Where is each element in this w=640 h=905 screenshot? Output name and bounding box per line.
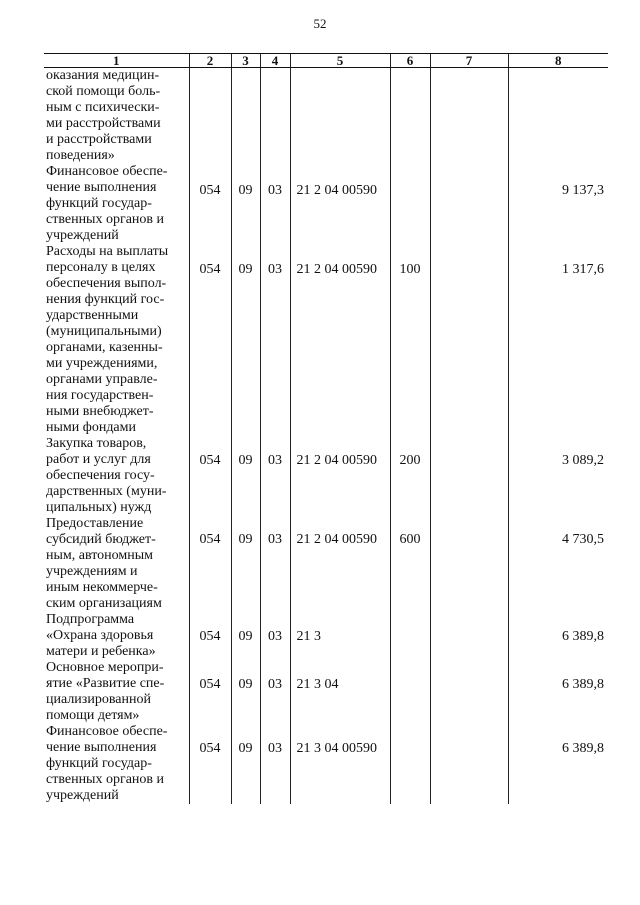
cell-c2: 054 [189, 164, 231, 244]
cell-c2: 054 [189, 660, 231, 724]
cell-c5: 21 3 [290, 612, 390, 660]
cell-c7 [430, 68, 508, 165]
cell-c2: 054 [189, 516, 231, 612]
cell-c5: 21 3 04 [290, 660, 390, 724]
row-name-line: иным некоммерче- [46, 580, 158, 595]
page-number: 52 [313, 16, 327, 31]
table-row [44, 724, 608, 804]
row-name-line: нения функций гос- [46, 292, 165, 307]
row-name-line: ственных органов и [46, 772, 165, 787]
row-name-cell [44, 164, 189, 244]
cell-c3: 09 [231, 660, 260, 724]
cell-c3: 09 [231, 436, 260, 516]
row-name-line: органами, казенны- [46, 340, 163, 355]
row-name-line: Финансовое обеспе- [46, 724, 168, 739]
row-name-line: ципальных) нужд [46, 500, 152, 515]
row-name-line: учреждений [46, 228, 119, 243]
row-name-cell [44, 724, 189, 804]
row-name-line: дарственных (муни- [46, 484, 167, 499]
header-col-8: 8 [508, 54, 608, 68]
cell-c7 [430, 436, 508, 516]
row-name-cell [44, 244, 189, 436]
row-name-line: «Охрана здоровья [46, 628, 154, 643]
cell-c4: 03 [260, 660, 290, 724]
row-name-cell [44, 68, 189, 165]
cell-c4: 03 [260, 612, 290, 660]
row-name-line: обеспечения выпол- [46, 276, 167, 291]
row-name-line: ятие «Развитие спе- [46, 676, 165, 691]
row-name-line: ударственными [46, 308, 139, 323]
cell-c2 [189, 68, 231, 165]
cell-c6 [390, 68, 430, 165]
cell-c3: 09 [231, 244, 260, 436]
cell-c2: 054 [189, 612, 231, 660]
header-col-5: 5 [290, 54, 390, 68]
cell-c3: 09 [231, 516, 260, 612]
table-row [44, 612, 608, 660]
cell-c3: 09 [231, 724, 260, 804]
row-name-line: Расходы на выплаты [46, 244, 169, 259]
cell-c7 [430, 164, 508, 244]
row-name-line: чение выполнения [46, 180, 157, 195]
cell-c7 [430, 660, 508, 724]
cell-c8: 6 389,8 [508, 612, 608, 660]
row-name-cell [44, 612, 189, 660]
row-name-line: помощи детям» [46, 708, 140, 723]
header-col-2: 2 [189, 54, 231, 68]
header-col-3: 3 [231, 54, 260, 68]
table-row [44, 436, 608, 516]
cell-c6: 600 [390, 516, 430, 612]
cell-c3: 09 [231, 164, 260, 244]
table-row [44, 68, 608, 165]
cell-c4: 03 [260, 724, 290, 804]
cell-c4 [260, 68, 290, 165]
row-name-cell [44, 516, 189, 612]
cell-c8: 4 730,5 [508, 516, 608, 612]
cell-c6: 100 [390, 244, 430, 436]
cell-c6 [390, 164, 430, 244]
row-name-line: функций государ- [46, 196, 152, 211]
row-name-line: персоналу в целях [46, 260, 156, 275]
cell-c5: 21 2 04 00590 [290, 436, 390, 516]
row-name-line: (муниципальными) [46, 324, 162, 339]
cell-c6: 200 [390, 436, 430, 516]
cell-c5: 21 2 04 00590 [290, 244, 390, 436]
cell-c3 [231, 68, 260, 165]
cell-c6 [390, 724, 430, 804]
cell-c5 [290, 68, 390, 165]
row-name-line: оказания медицин- [46, 68, 160, 83]
header-col-4: 4 [260, 54, 290, 68]
row-name-line: циализированной [46, 692, 151, 707]
row-name-line: чение выполнения [46, 740, 157, 755]
row-name-line: ским организациям [46, 596, 162, 611]
header-row [44, 54, 608, 68]
row-name-line: Финансовое обеспе- [46, 164, 168, 179]
budget-table [44, 53, 608, 804]
row-name-line: органами управле- [46, 372, 158, 387]
cell-c8: 3 089,2 [508, 436, 608, 516]
row-name-line: Закупка товаров, [46, 436, 147, 451]
row-name-line: учреждениям и [46, 564, 138, 579]
cell-c4: 03 [260, 436, 290, 516]
table-row [44, 516, 608, 612]
row-name-line: субсидий бюджет- [46, 532, 156, 547]
header-col-1: 1 [44, 54, 189, 68]
row-name-line: поведения» [46, 148, 115, 163]
row-name-line: ния государствен- [46, 388, 154, 403]
row-name-line: ми учреждениями, [46, 356, 158, 371]
cell-c2: 054 [189, 244, 231, 436]
row-name-line: ственных органов и [46, 212, 165, 227]
row-name-line: функций государ- [46, 756, 152, 771]
cell-c8: 1 317,6 [508, 244, 608, 436]
header-col-7: 7 [430, 54, 508, 68]
table-row [44, 660, 608, 724]
cell-c8 [508, 68, 608, 165]
table-row [44, 244, 608, 436]
cell-c5: 21 2 04 00590 [290, 164, 390, 244]
row-name-cell [44, 436, 189, 516]
row-name-line: ми расстройствами [46, 116, 161, 131]
cell-c8: 6 389,8 [508, 660, 608, 724]
cell-c2: 054 [189, 724, 231, 804]
row-name-line: и расстройствами [46, 132, 152, 147]
row-name-line: ской помощи боль- [46, 84, 161, 99]
cell-c5: 21 2 04 00590 [290, 516, 390, 612]
row-name-line: обеспечения госу- [46, 468, 155, 483]
row-name-line: учреждений [46, 788, 119, 803]
row-name-line: ными внебюджет- [46, 404, 154, 419]
cell-c7 [430, 244, 508, 436]
row-name-line: работ и услуг для [46, 452, 151, 467]
row-name-line: Основное меропри- [46, 660, 164, 675]
cell-c7 [430, 516, 508, 612]
cell-c8: 9 137,3 [508, 164, 608, 244]
table-row [44, 164, 608, 244]
cell-c8: 6 389,8 [508, 724, 608, 804]
row-name-line: матери и ребенка» [46, 644, 156, 659]
cell-c6 [390, 612, 430, 660]
row-name-line: ными фондами [46, 420, 137, 435]
cell-c7 [430, 724, 508, 804]
cell-c4: 03 [260, 244, 290, 436]
cell-c4: 03 [260, 516, 290, 612]
cell-c6 [390, 660, 430, 724]
cell-c5: 21 3 04 00590 [290, 724, 390, 804]
cell-c3: 09 [231, 612, 260, 660]
row-name-line: ным, автономным [46, 548, 154, 563]
row-name-line: ным с психически- [46, 100, 160, 115]
cell-c7 [430, 612, 508, 660]
row-name-cell [44, 660, 189, 724]
cell-c2: 054 [189, 436, 231, 516]
row-name-line: Подпрограмма [46, 612, 135, 627]
header-col-6: 6 [390, 54, 430, 68]
row-name-line: Предоставление [46, 516, 144, 531]
cell-c4: 03 [260, 164, 290, 244]
